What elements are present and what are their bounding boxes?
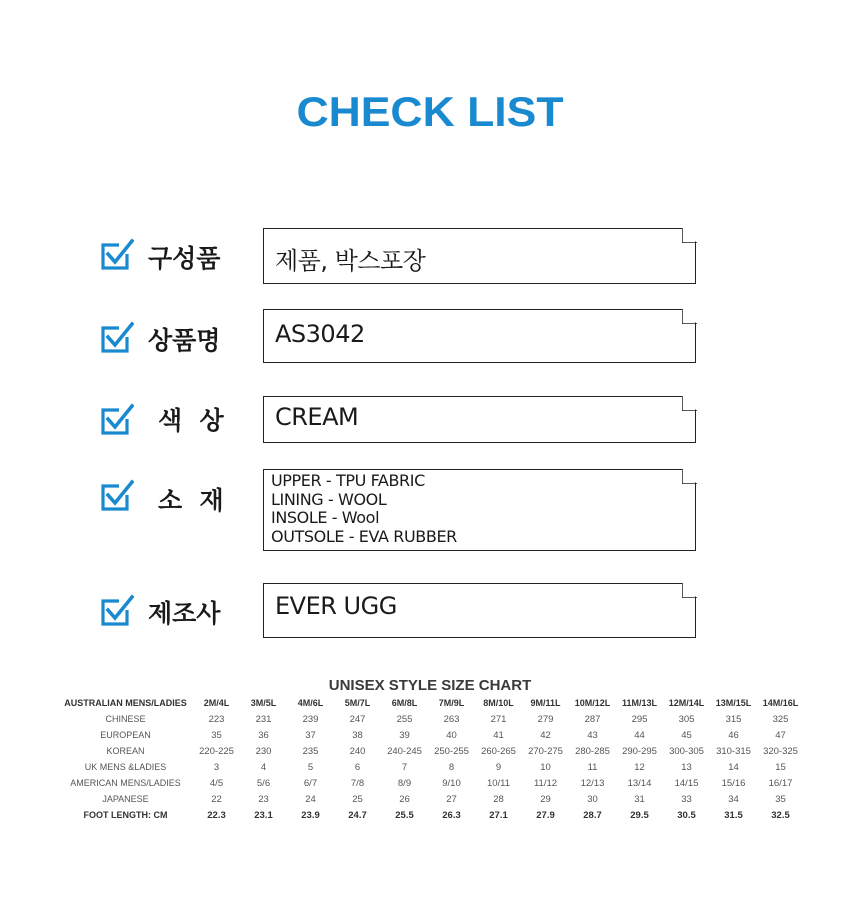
size-chart-column-header: 6M/8L bbox=[391, 698, 418, 708]
size-chart-cell: 25 bbox=[352, 793, 363, 805]
size-chart-cell: 23 bbox=[258, 793, 269, 805]
checkbox-check-icon bbox=[100, 238, 134, 272]
size-chart-cell: 34 bbox=[728, 793, 739, 805]
size-chart-cell: 35 bbox=[775, 793, 786, 805]
size-chart-cell: 27.1 bbox=[489, 809, 508, 821]
page-fold-icon bbox=[682, 228, 697, 243]
size-chart-cell: 3 bbox=[213, 761, 220, 773]
size-chart-cell: 26 bbox=[399, 793, 410, 805]
size-chart-row-label: FOOT LENGTH: CM bbox=[83, 810, 168, 820]
table-row bbox=[58, 791, 804, 807]
material-line: OUTSOLE - EVA RUBBER bbox=[271, 526, 457, 546]
size-chart-column-header: 11M/13L bbox=[621, 698, 658, 708]
size-chart-column-header: 4M/6L bbox=[297, 698, 324, 708]
size-chart-cell: 13 bbox=[681, 761, 692, 773]
checklist-row-components bbox=[100, 228, 700, 284]
size-chart-cell: 10 bbox=[540, 761, 551, 773]
size-chart-cell: 315 bbox=[725, 713, 742, 725]
size-chart-cell: 26.3 bbox=[442, 809, 461, 821]
size-chart-cell: 28.7 bbox=[583, 809, 602, 821]
size-chart-row-label: KOREAN bbox=[106, 746, 145, 756]
size-chart-cell: 27 bbox=[446, 793, 457, 805]
size-chart-cell: 24.7 bbox=[348, 809, 367, 821]
size-chart-cell: 9 bbox=[495, 761, 502, 773]
checklist-value-box bbox=[263, 309, 696, 363]
size-chart-cell: 6/7 bbox=[303, 777, 318, 789]
size-chart-cell: 239 bbox=[302, 713, 319, 725]
size-chart-cell: 271 bbox=[490, 713, 507, 725]
size-chart-cell: 30.5 bbox=[677, 809, 696, 821]
size-chart-cell: 22 bbox=[211, 793, 222, 805]
checklist-label: 소 재 bbox=[158, 486, 224, 515]
checklist-value-box bbox=[263, 396, 696, 443]
size-chart-cell: 23.1 bbox=[254, 809, 273, 821]
size-chart-cell: 12/13 bbox=[580, 777, 605, 789]
size-chart-cell: 4/5 bbox=[209, 777, 224, 789]
size-chart-cell: 247 bbox=[349, 713, 366, 725]
size-chart-cell: 30 bbox=[587, 793, 598, 805]
size-chart-column-header: 7M/9L bbox=[438, 698, 465, 708]
size-chart-cell: 45 bbox=[681, 729, 692, 741]
size-chart-cell: 240-245 bbox=[387, 745, 422, 757]
table-row bbox=[58, 807, 804, 823]
size-chart-cell: 41 bbox=[493, 729, 504, 741]
size-chart-cell: 22.3 bbox=[207, 809, 226, 821]
size-chart-cell: 15 bbox=[775, 761, 786, 773]
size-chart-cell: 15/16 bbox=[721, 777, 746, 789]
size-chart-column-header: 3M/5L bbox=[250, 698, 277, 708]
checklist-label: 상품명 bbox=[148, 326, 221, 355]
size-chart-cell: 6 bbox=[354, 761, 361, 773]
size-chart-column-header: 10M/12L bbox=[574, 698, 611, 708]
page-title: CHECK LIST bbox=[296, 88, 564, 135]
size-chart-cell: 270-275 bbox=[528, 745, 563, 757]
size-chart-cell: 11 bbox=[587, 761, 598, 773]
size-chart-cell: 29.5 bbox=[630, 809, 649, 821]
checklist-value-box bbox=[263, 583, 696, 638]
material-line: INSOLE - Wool bbox=[271, 508, 380, 527]
size-chart-row-label: JAPANESE bbox=[102, 794, 149, 804]
page-fold-icon bbox=[682, 583, 697, 598]
size-chart-cell: 5/6 bbox=[256, 777, 271, 789]
checklist-value: AS3042 bbox=[275, 320, 365, 348]
size-chart-cell: 35 bbox=[211, 729, 222, 741]
size-chart-table bbox=[58, 695, 804, 823]
checklist-value-box bbox=[263, 469, 696, 551]
size-chart-cell: 31 bbox=[634, 793, 645, 805]
checklist-value: CREAM bbox=[275, 403, 359, 431]
size-chart-cell: 255 bbox=[396, 713, 413, 725]
checklist-value: 제품, 박스포장 bbox=[275, 247, 426, 275]
checklist-row-manufacturer bbox=[100, 583, 700, 638]
size-chart-cell: 260-265 bbox=[481, 745, 516, 757]
size-chart-cell: 7/8 bbox=[350, 777, 365, 789]
material-lines bbox=[271, 472, 457, 546]
size-chart-cell: 230 bbox=[255, 745, 272, 757]
size-chart-cell: 28 bbox=[493, 793, 504, 805]
size-chart-cell: 31.5 bbox=[724, 809, 743, 821]
size-chart-cell: 33 bbox=[681, 793, 692, 805]
size-chart-cell: 263 bbox=[443, 713, 460, 725]
size-chart-cell: 279 bbox=[537, 713, 554, 725]
size-chart-body bbox=[58, 711, 804, 823]
size-chart-row-label: CHINESE bbox=[105, 714, 146, 724]
size-chart-cell: 11/12 bbox=[533, 777, 558, 789]
size-chart-header-row bbox=[58, 695, 804, 711]
checklist-label: 색 상 bbox=[158, 406, 224, 435]
size-chart-cell: 37 bbox=[305, 729, 316, 741]
size-chart-column-header: 5M/7L bbox=[344, 698, 371, 708]
size-chart-cell: 9/10 bbox=[442, 777, 461, 789]
table-row bbox=[58, 711, 804, 727]
size-chart-cell: 44 bbox=[634, 729, 645, 741]
checklist-row-material bbox=[100, 469, 700, 551]
size-chart-cell: 310-315 bbox=[716, 745, 751, 757]
checklist-row-product-name bbox=[100, 309, 700, 363]
size-chart-column-header: 13M/15L bbox=[715, 698, 752, 708]
size-chart-cell: 38 bbox=[352, 729, 363, 741]
size-chart-cell: 5 bbox=[307, 761, 314, 773]
size-chart-cell: 295 bbox=[631, 713, 648, 725]
checklist-row-color bbox=[100, 396, 700, 443]
size-chart-cell: 220-225 bbox=[199, 745, 234, 757]
size-chart-cell: 13/14 bbox=[627, 777, 652, 789]
size-chart-cell: 14 bbox=[728, 761, 739, 773]
checklist-label: 제조사 bbox=[148, 599, 221, 628]
size-chart-cell: 8 bbox=[448, 761, 455, 773]
material-line: LINING - WOOL bbox=[271, 489, 387, 509]
size-chart-column-header: 14M/16L bbox=[762, 698, 799, 708]
checkbox-check-icon bbox=[100, 479, 134, 513]
size-chart-cell: 12 bbox=[634, 761, 645, 773]
size-chart-cell: 46 bbox=[728, 729, 739, 741]
checklist-value: EVER UGG bbox=[275, 592, 397, 620]
size-chart-cell: 280-285 bbox=[575, 745, 610, 757]
size-chart-cell: 39 bbox=[399, 729, 410, 741]
table-row bbox=[58, 743, 804, 759]
size-chart-cell: 223 bbox=[208, 713, 225, 725]
size-chart-cell: 47 bbox=[775, 729, 786, 741]
size-chart-cell: 24 bbox=[305, 793, 316, 805]
checklist-label: 구성품 bbox=[148, 244, 221, 273]
size-chart-cell: 36 bbox=[258, 729, 269, 741]
size-chart-title: UNISEX STYLE SIZE CHART bbox=[328, 677, 532, 694]
checkbox-check-icon bbox=[100, 321, 134, 355]
size-chart-cell: 250-255 bbox=[434, 745, 469, 757]
size-chart-cell: 231 bbox=[255, 713, 272, 725]
size-chart-cell: 32.5 bbox=[771, 809, 790, 821]
page-fold-icon bbox=[682, 469, 697, 484]
size-chart-cell: 235 bbox=[302, 745, 319, 757]
size-chart-cell: 23.9 bbox=[301, 809, 320, 821]
size-chart-column-header: 8M/10L bbox=[483, 698, 514, 708]
size-chart-cell: 29 bbox=[540, 793, 551, 805]
material-line: UPPER - TPU FABRIC bbox=[271, 471, 425, 490]
table-row bbox=[58, 759, 804, 775]
checkbox-check-icon bbox=[100, 594, 134, 628]
checklist-value-box bbox=[263, 228, 696, 284]
size-chart-cell: 325 bbox=[772, 713, 789, 725]
size-chart-cell: 10/11 bbox=[486, 777, 511, 789]
size-chart-cell: 40 bbox=[446, 729, 457, 741]
size-chart-cell: 25.5 bbox=[395, 809, 414, 821]
size-chart-cell: 42 bbox=[540, 729, 551, 741]
checkbox-check-icon bbox=[100, 403, 134, 437]
table-row bbox=[58, 775, 804, 791]
size-chart-row-label: AMERICAN MENS/LADIES bbox=[70, 778, 181, 788]
size-chart-cell: 7 bbox=[401, 761, 408, 773]
size-chart-cell: 320-325 bbox=[763, 745, 798, 757]
size-chart-cell: 16/17 bbox=[768, 777, 793, 789]
size-chart-cell: 8/9 bbox=[397, 777, 412, 789]
size-chart-column-header: 12M/14L bbox=[668, 698, 705, 708]
size-chart-header-label: AUSTRALIAN MENS/LADIES bbox=[64, 698, 187, 708]
size-chart-cell: 287 bbox=[584, 713, 601, 725]
size-chart-cell: 27.9 bbox=[536, 809, 555, 821]
size-chart-cell: 14/15 bbox=[674, 777, 699, 789]
page-fold-icon bbox=[682, 309, 697, 324]
size-chart-cell: 240 bbox=[349, 745, 366, 757]
size-chart-cell: 300-305 bbox=[669, 745, 704, 757]
size-chart-cell: 305 bbox=[678, 713, 695, 725]
size-chart-column-header: 2M/4L bbox=[203, 698, 230, 708]
page-fold-icon bbox=[682, 396, 697, 411]
size-chart-column-header: 9M/11L bbox=[530, 698, 561, 708]
size-chart-cell: 43 bbox=[587, 729, 598, 741]
size-chart-cell: 4 bbox=[260, 761, 267, 773]
size-chart-row-label: UK MENS &LADIES bbox=[84, 762, 167, 772]
size-chart-row-label: EUROPEAN bbox=[100, 730, 151, 740]
size-chart-cell: 290-295 bbox=[622, 745, 657, 757]
table-row bbox=[58, 727, 804, 743]
